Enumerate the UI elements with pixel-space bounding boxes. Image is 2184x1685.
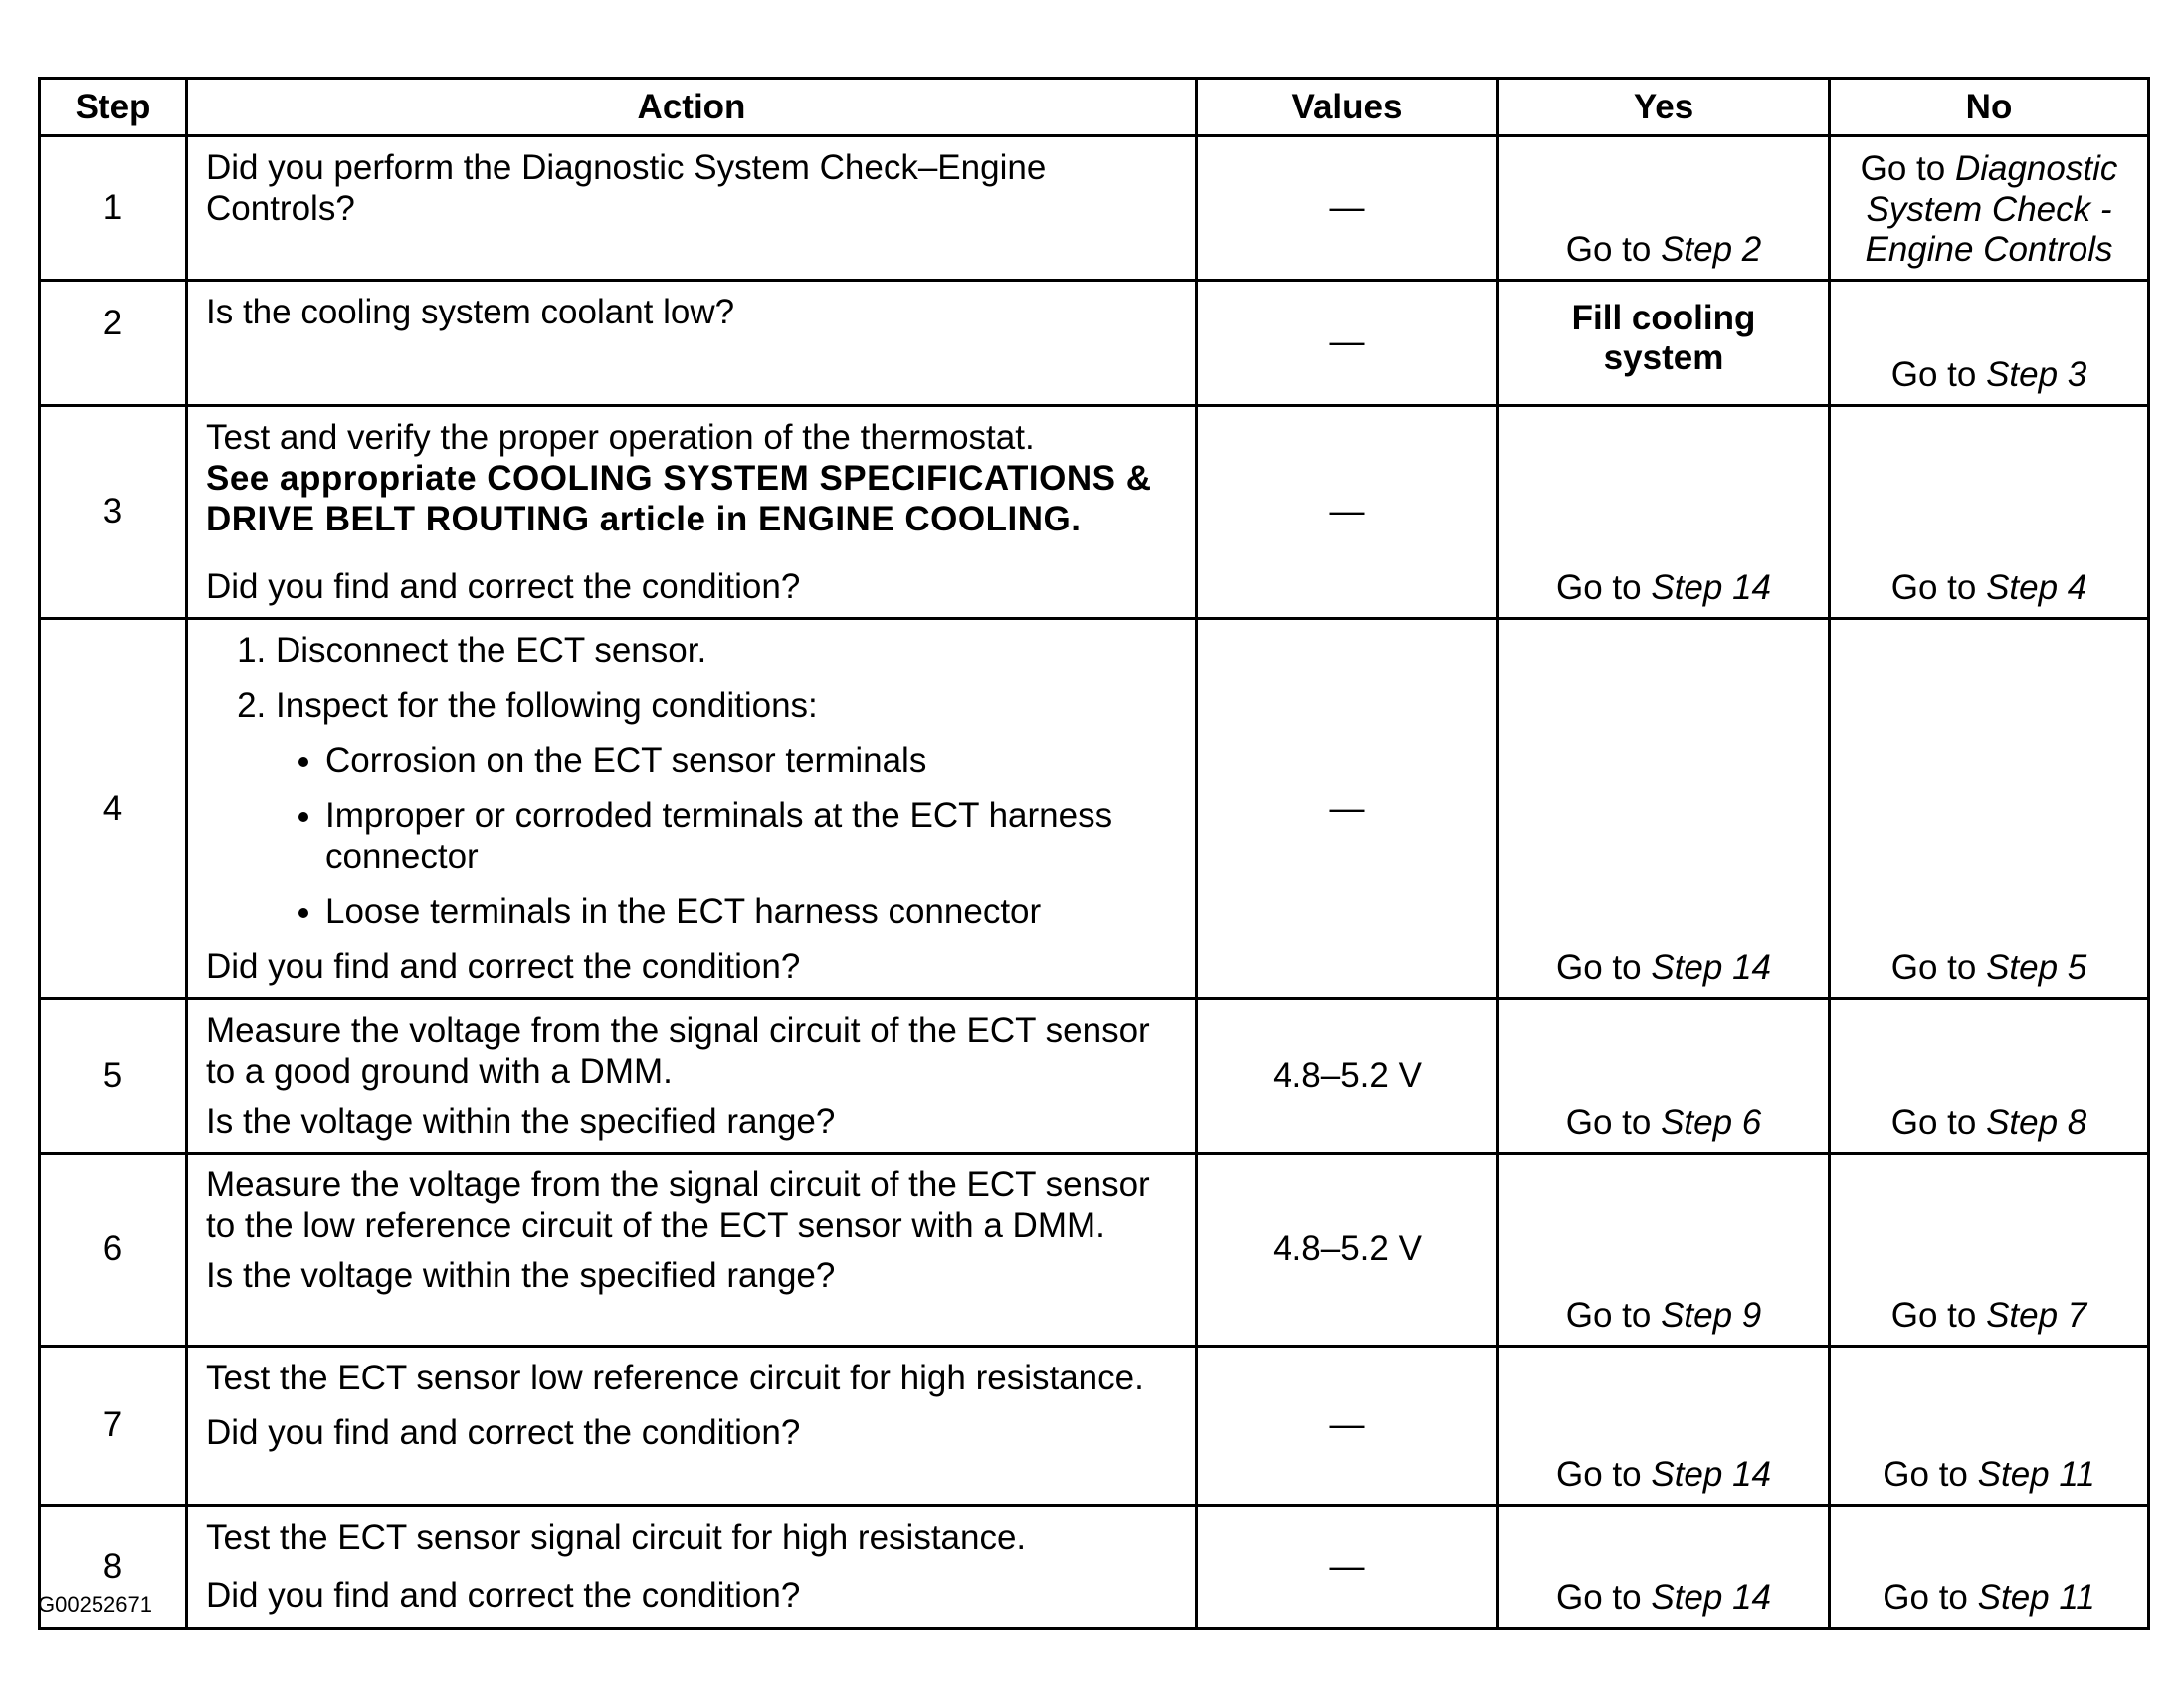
goto-prefix: Go to [1883, 1578, 1968, 1617]
action-question: Did you find and correct the condition? [206, 1413, 801, 1453]
goto-prefix: Go to [1556, 1578, 1642, 1617]
action-question: Is the voltage within the specified range? [206, 1101, 836, 1141]
goto-target: Step 11 [1977, 1455, 2095, 1495]
action-text: Test the ECT sensor low reference circuit for high resistance. [206, 1358, 1144, 1397]
header-values: Values [1197, 79, 1498, 136]
yes-cell [1498, 618, 1830, 998]
goto-target: Step 11 [1977, 1578, 2095, 1617]
goto-target: Step 8 [1986, 1103, 2087, 1143]
goto-target: Step 14 [1651, 568, 1771, 608]
action-step [276, 685, 1165, 932]
table-row [40, 999, 2149, 1154]
table-row [40, 280, 2149, 405]
diagnostic-table [38, 77, 2150, 1630]
action-text: Did you perform the Diagnostic System Check–Engine Controls? [206, 148, 1047, 229]
action-text: Measure the voltage from the signal circuit of the ECT sensor to a good ground with a DMM. [206, 1011, 1150, 1092]
goto-target: Step 14 [1651, 1455, 1771, 1495]
goto-target: Step 14 [1651, 948, 1771, 988]
action-cell [187, 999, 1197, 1154]
action-question: Did you find and correct the condition? [206, 1577, 801, 1616]
value-cell: 4.8–5.2 V [1197, 1153, 1498, 1346]
no-cell [1830, 618, 2149, 998]
step-number: 3 [40, 405, 187, 618]
yes-cell [1498, 136, 1830, 281]
header-no: No [1830, 79, 2149, 136]
goto-target: Diagnostic System Check - Engine Controls [1865, 149, 2118, 270]
yes-action-text: Fill cooling system [1571, 298, 1756, 378]
figure-id: G00252671 [38, 1592, 152, 1617]
step-number: 7 [40, 1346, 187, 1505]
goto-prefix: Go to [1890, 948, 1977, 988]
action-question: Did you find and correct the condition? [206, 947, 801, 986]
goto-prefix: Go to [1890, 568, 1977, 608]
action-cell [187, 1505, 1197, 1628]
step-number: 5 [40, 999, 187, 1154]
header-step: Step [40, 79, 187, 136]
value-cell: — [1197, 618, 1498, 998]
value-cell: 4.8–5.2 V [1197, 999, 1498, 1154]
header-row [40, 79, 2149, 136]
value-cell: — [1197, 280, 1498, 405]
goto-prefix: Go to [1890, 1296, 1977, 1336]
action-cell [187, 405, 1197, 618]
step-number: 2 [40, 280, 187, 405]
goto-prefix: Go to [1883, 1455, 1968, 1495]
action-text: Test and verify the proper operation of the thermostat. [206, 417, 1035, 457]
header-yes: Yes [1498, 79, 1830, 136]
action-question: Is the voltage within the specified range? [206, 1255, 836, 1295]
action-question: Did you find and correct the condition? [206, 566, 801, 606]
yes-cell [1498, 1153, 1830, 1346]
goto-prefix: Go to [1860, 149, 1946, 188]
value-cell: — [1197, 136, 1498, 281]
action-step: 1. Disconnect the ECT sensor. [276, 630, 1165, 671]
goto-target: Step 14 [1651, 1578, 1771, 1617]
yes-cell [1498, 280, 1830, 405]
goto-prefix: Go to [1556, 948, 1642, 988]
goto-target: Step 7 [1986, 1296, 2087, 1336]
no-cell [1830, 1153, 2149, 1346]
action-cell [187, 280, 1197, 405]
goto-target: Step 2 [1661, 230, 1762, 270]
step-number: 8 [40, 1505, 187, 1628]
value-cell: — [1197, 1505, 1498, 1628]
action-text: Is the cooling system coolant low? [206, 292, 735, 331]
header-action: Action [187, 79, 1197, 136]
goto-target: Step 3 [1986, 355, 2087, 395]
goto-target: Step 4 [1986, 568, 2087, 608]
no-cell [1830, 136, 2149, 281]
action-cell [187, 618, 1197, 998]
yes-cell [1498, 1505, 1830, 1628]
no-cell [1830, 280, 2149, 405]
yes-cell [1498, 405, 1830, 618]
goto-prefix: Go to [1556, 568, 1642, 608]
condition-item: • Corrosion on the ECT sensor terminals [325, 740, 1165, 781]
table-row [40, 1505, 2149, 1628]
goto-prefix: Go to [1890, 1103, 1977, 1143]
action-cell [187, 136, 1197, 281]
yes-cell [1498, 1346, 1830, 1505]
goto-prefix: Go to [1565, 1103, 1652, 1143]
condition-item: • Loose terminals in the ECT harness connector [325, 891, 1165, 932]
condition-item: • Improper or corroded terminals at the ECT harness connector [325, 795, 1165, 878]
table-row [40, 405, 2149, 618]
condition-list [276, 740, 1165, 933]
step-number: 1 [40, 136, 187, 281]
goto-prefix: Go to [1890, 355, 1977, 395]
table-row [40, 1153, 2149, 1346]
action-step-list [206, 630, 1165, 933]
step-number: 6 [40, 1153, 187, 1346]
action-reference: See appropriate COOLING SYSTEM SPECIFICATIONS & DRIVE BELT ROUTING article in ENGINE COOLING. [206, 459, 1152, 539]
value-cell: — [1197, 1346, 1498, 1505]
step-number: 4 [40, 618, 187, 998]
action-text: Test the ECT sensor signal circuit for high resistance. [206, 1517, 1027, 1557]
goto-target: Step 6 [1661, 1103, 1762, 1143]
action-step-text: Inspect for the following conditions: [276, 686, 818, 726]
no-cell [1830, 1346, 2149, 1505]
table-row [40, 136, 2149, 281]
yes-cell [1498, 999, 1830, 1154]
goto-target: Step 5 [1986, 948, 2087, 988]
goto-prefix: Go to [1565, 1296, 1652, 1336]
no-cell [1830, 1505, 2149, 1628]
goto-target: Step 9 [1661, 1296, 1762, 1336]
table-row [40, 618, 2149, 998]
goto-prefix: Go to [1556, 1455, 1642, 1495]
action-cell [187, 1153, 1197, 1346]
table-row [40, 1346, 2149, 1505]
no-cell [1830, 405, 2149, 618]
no-cell [1830, 999, 2149, 1154]
action-cell [187, 1346, 1197, 1505]
goto-prefix: Go to [1565, 230, 1652, 270]
action-text: Measure the voltage from the signal circuit of the ECT sensor to the low reference circuit of the ECT sensor with a DMM. [206, 1164, 1150, 1246]
value-cell: — [1197, 405, 1498, 618]
